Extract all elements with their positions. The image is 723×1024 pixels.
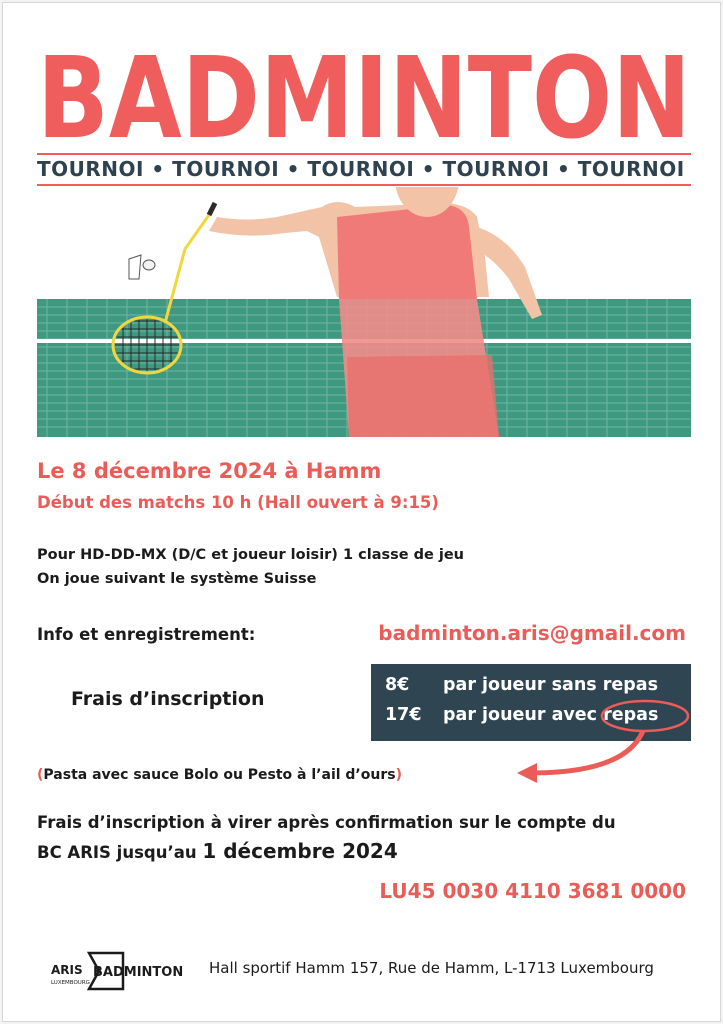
contact-email: badminton.aris@gmail.com bbox=[378, 621, 686, 645]
tournoi-strip: TOURNOI • TOURNOI • TOURNOI • TOURNOI • TOURNOI bbox=[37, 157, 685, 181]
title-rule-bottom bbox=[37, 184, 691, 186]
payment-deadline: 1 décembre 2024 bbox=[202, 839, 398, 863]
repas-highlight-arrow bbox=[3, 3, 720, 1021]
logo-aris: ARIS bbox=[51, 963, 83, 977]
iban: LU45 0030 4110 3681 0000 bbox=[379, 879, 686, 903]
fee-row-with-meal bbox=[385, 705, 658, 725]
fee-amount: 8€ bbox=[385, 675, 410, 695]
meal-note-open-paren: ( bbox=[37, 767, 44, 783]
event-date: Le 8 décembre 2024 à Hamm bbox=[37, 459, 382, 483]
fee-amount: 17€ bbox=[385, 705, 422, 725]
fee-description: par joueur sans repas bbox=[443, 675, 659, 695]
fees-box bbox=[371, 664, 691, 741]
fees-label: Frais d’inscription bbox=[71, 688, 265, 710]
payment-deadline-prefix: BC ARIS jusqu’au bbox=[37, 843, 203, 862]
logo-country: LUXEMBOURG bbox=[51, 980, 90, 986]
categories-line: Pour HD-DD-MX (D/C et joueur loisir) 1 classe de jeu bbox=[37, 547, 465, 563]
meal-note bbox=[37, 767, 402, 783]
meal-note-close-paren: ) bbox=[395, 767, 402, 783]
poster-title bbox=[37, 31, 691, 149]
venue-address: Hall sportif Hamm 157, Rue de Hamm, L-1713 Luxembourg bbox=[209, 959, 654, 977]
poster bbox=[2, 2, 721, 1022]
match-start-time: Début des matchs 10 h (Hall ouvert à 9:15) bbox=[37, 493, 439, 512]
logo-badminton: BADMINTON bbox=[93, 965, 184, 980]
poster-title-text: BADMINTON bbox=[37, 34, 691, 149]
meal-note-text: Pasta avec sauce Bolo ou Pesto à l’ail d’ours bbox=[43, 767, 396, 783]
info-label: Info et enregistrement: bbox=[37, 625, 256, 644]
system-line: On joue suivant le système Suisse bbox=[37, 571, 317, 587]
fee-description: par joueur avec repas bbox=[443, 705, 659, 725]
aris-badminton-logo bbox=[51, 949, 193, 993]
badminton-player-illustration bbox=[37, 187, 691, 437]
fee-row-no-meal bbox=[385, 675, 658, 695]
title-rule-top bbox=[37, 153, 691, 155]
payment-deadline-line bbox=[37, 839, 398, 863]
payment-instructions: Frais d’inscription à virer après confirmation sur le compte du bbox=[37, 813, 616, 832]
